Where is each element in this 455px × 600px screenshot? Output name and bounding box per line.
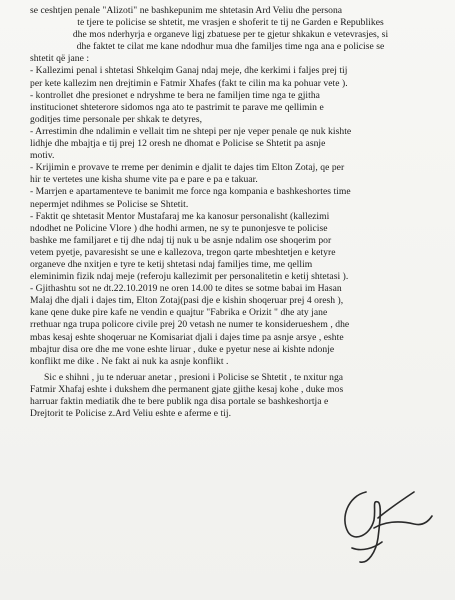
text-line: dhe mos nderhyrja e organeve ligj zbatuese per te gjetur shkakun e vetevrasjes, si xyxy=(72,29,389,41)
text-line: Malaj dhe djali i dajes tim, Elton Zotaj(pasi dje e kishin shoqeruar prej 4 oresh ), xyxy=(30,295,344,307)
text-line: organeve dhe nxitjen e tyre te ketij shtetasi ndaj familjes time, me qellim xyxy=(30,258,313,270)
text-line: - kontrollet dhe presionet e ndryshme te bera ne familjen time nga te gjitha xyxy=(30,89,320,101)
text-line: se ceshtjen penale "Alizoti" ne bashkepunim me shtetasin Ard Veliu dhe persona xyxy=(30,5,343,16)
text-line: rrethuar nga trupa policore civile prej 20 vetash ne numer te konsiderueshem , dhe xyxy=(30,319,350,331)
text-line: per kete kallezim nen drejtimin e Fatmir Xhafes (fakt te cilin ma ka pohuar vete ). xyxy=(30,77,348,89)
text-line: institucionet shteterore sidomos nga ato te pastrimit te parave me qellimin e xyxy=(30,101,324,113)
text-line: hir te vertetes une kisha shume vite pa e pare e pa e takuar. xyxy=(30,174,258,186)
text-line: kane qene duke pire kafe ne vendin e quajtur "Fabrika e Orizit " dhe aty jane xyxy=(30,307,328,319)
text-line: - Kallezimi penal i shtetasi Shkelqim Ganaj ndaj meje, dhe kerkimi i faljes prej tij xyxy=(30,65,348,77)
text-line: - Faktit qe shtetasit Mentor Mustafaraj me ka kanosur personalisht (kallezimi xyxy=(30,210,330,222)
text-line: mbas kesaj eshte shoqeruar ne Komisariat djali i dajes time pa asnje arsye , eshte xyxy=(30,331,344,343)
text-line: goditjes time personale per shkak te detyres, xyxy=(30,113,203,125)
text-line: Sic e shihni , ju te nderuar anetar , presioni i Policise se Shtetit , te nxitur nga xyxy=(44,371,344,383)
document-body xyxy=(30,5,431,420)
text-line: lidhje dhe mbajtja e tij prej 12 oresh ne dhomat e Policise se Shtetit pa asnje xyxy=(30,138,326,150)
text-line: Fatmir Xhafaj eshte i dukshem dhe permanent gjate gjithe kesaj kohe , duke mos xyxy=(30,383,344,395)
text-line: - Krijimin e provave te rreme per denimin e djalit te dajes tim Elton Zotaj, qe per xyxy=(30,162,345,174)
text-line: - Gjithashtu sot ne dt.22.10.2019 ne oren 14.00 te dites se sotme babai im Hasan xyxy=(30,283,342,295)
signature xyxy=(318,478,438,570)
text-line: eleminimin fizik ndaj meje (referoju kallezimit per personalitetin e ketij shtetasi ). xyxy=(30,271,349,283)
text-line: harruar faktin mediatik dhe te bere publik nga disa portale se bashkeshortja e xyxy=(30,396,329,407)
text-line: Drejtorit te Policise z.Ard Veliu eshte e aferme e tij. xyxy=(30,408,232,420)
text-line: motiv. xyxy=(30,150,55,162)
text-line: ndodhet ne Policine Vlore ) dhe hodhi armen, ne sy te punonjesve te policise xyxy=(30,222,328,234)
text-line: dhe faktet te cilat me kane ndodhur mua dhe familjes time nga ana e policise se xyxy=(76,41,385,53)
text-line: bashke me familjaret e tij dhe ndaj tij nuk u be asnje ndalim ose shoqerim por xyxy=(30,234,332,246)
text-line: mbajtur disa ore dhe me vone eshte liruar , duke e pyetur nese ai kishte ndonje xyxy=(30,343,335,355)
text-line: konflikt me dike . Ne fakt ai nuk ka asnje konflikt . xyxy=(30,355,229,367)
text-line: - Arrestimin dhe ndalimin e vellait tim ne shtepi per nje veper penale qe nuk kishte xyxy=(30,125,352,137)
text-line: shtetit që jane : xyxy=(30,53,90,65)
text-line: vetem pyetje, pavaresisht se une e kallezova, tregon qarte mbeshtetjen e ketyre xyxy=(30,246,336,258)
text-line: te tjere te policise se shtetit, me vrasjen e shoferit te tij ne Garden e Republikes xyxy=(77,17,384,29)
text-line: nepermjet ndihmes se Policise se Shtetit. xyxy=(30,198,189,210)
text-line: - Marrjen e apartamenteve te banimit me force nga kompania e bashkeshortes time xyxy=(30,186,351,198)
